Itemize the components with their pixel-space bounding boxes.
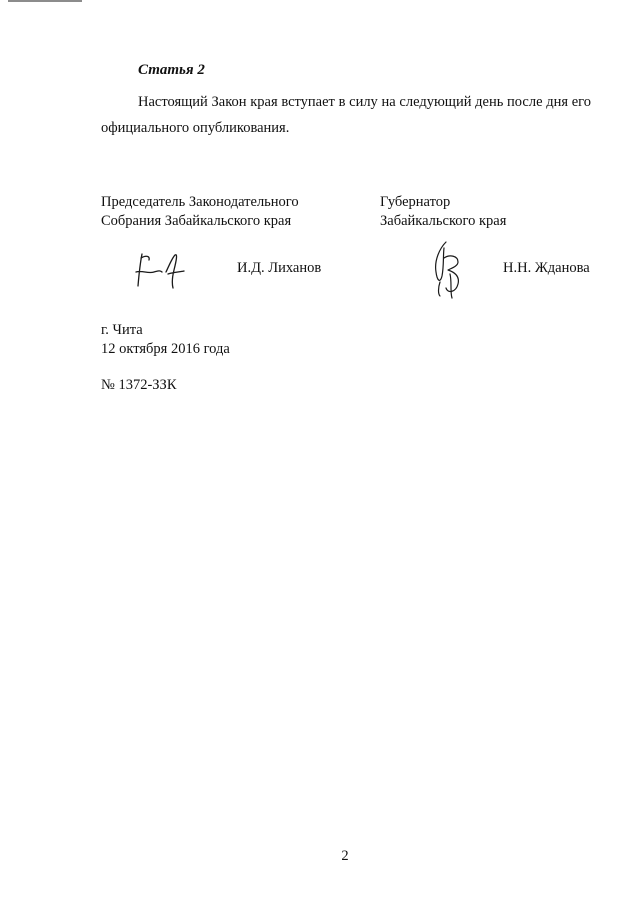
left-signatory-title: [101, 193, 299, 231]
article-body: Настоящий Закон края вступает в силу на следующий день после дня его официального опубликования.: [101, 94, 591, 136]
place-and-date: [101, 321, 230, 359]
right-handwritten-signature: [428, 238, 468, 300]
left-signatory-name: И.Д. Лиханов: [237, 260, 322, 276]
left-signatory-title-line1: Председатель Законодательного: [101, 194, 299, 210]
date: 12 октября 2016 года: [101, 341, 230, 357]
left-signatory-title-line2: Собрания Забайкальского края: [101, 213, 292, 229]
right-signatory-title: [380, 193, 506, 231]
right-signatory-title-line2: Забайкальского края: [380, 213, 507, 229]
left-handwritten-signature: [132, 250, 187, 290]
right-signatory-name: Н.Н. Жданова: [503, 260, 590, 276]
place: г. Чита: [101, 322, 143, 338]
article-title: Статья 2: [138, 62, 205, 78]
document-number: № 1372-ЗЗК: [101, 377, 177, 393]
right-signatory-title-line1: Губернатор: [380, 194, 451, 210]
scan-edge-mark: [8, 0, 82, 2]
page-number: 2: [341, 848, 349, 864]
